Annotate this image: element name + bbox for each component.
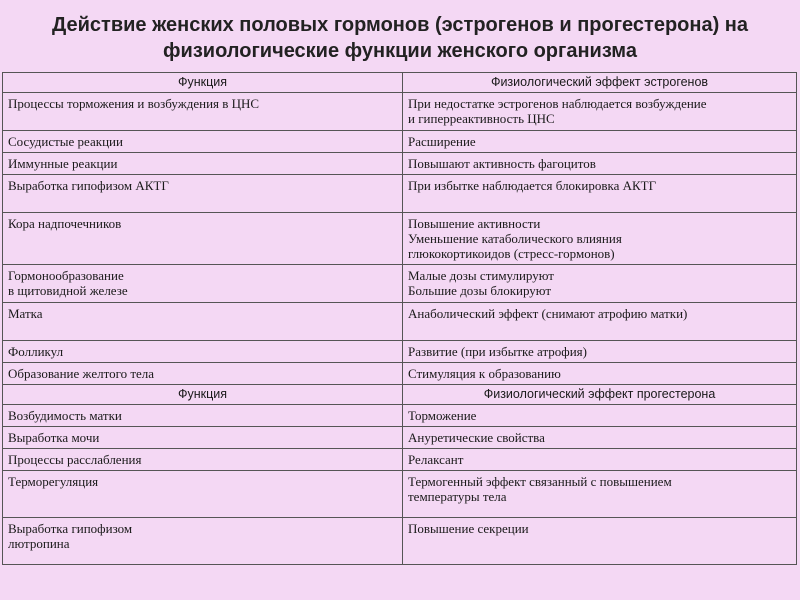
function-cell: Выработка гипофизом лютропина <box>3 518 403 565</box>
effect-cell: Стимуляция к образованию <box>403 363 797 385</box>
function-cell: Иммунные реакции <box>3 153 403 175</box>
function-cell: Терморегуляция <box>3 471 403 518</box>
effect-cell: Повышают активность фагоцитов <box>403 153 797 175</box>
effect-cell: Повышение активности Уменьшение катаболического влияния глюкокортикоидов (стресс-гормонов) <box>403 213 797 265</box>
table-row <box>3 93 797 131</box>
effect-cell: Термогенный эффект связанный с повышением температуры тела <box>403 471 797 518</box>
estrogen-function-header: Функция <box>3 73 403 93</box>
table-row <box>3 405 797 427</box>
table-row <box>3 341 797 363</box>
slide-title <box>0 12 800 64</box>
table-row <box>3 471 797 518</box>
progesterone-function-header: Функция <box>3 385 403 405</box>
function-cell: Фолликул <box>3 341 403 363</box>
table-row <box>3 363 797 385</box>
table-row <box>3 449 797 471</box>
effect-cell: Торможение <box>403 405 797 427</box>
progesterone-effect-header: Физиологический эффект прогестерона <box>403 385 797 405</box>
function-cell: Выработка гипофизом АКТГ <box>3 175 403 213</box>
effect-cell: При избытке наблюдается блокировка АКТГ <box>403 175 797 213</box>
function-cell: Процессы торможения и возбуждения в ЦНС <box>3 93 403 131</box>
effect-cell: Малые дозы стимулируют Большие дозы блокируют <box>403 265 797 303</box>
table-row <box>3 175 797 213</box>
effect-cell: Анаболический эффект (снимают атрофию матки) <box>403 303 797 341</box>
function-cell: Гормонообразование в щитовидной железе <box>3 265 403 303</box>
effect-cell: Повышение секреции <box>403 518 797 565</box>
table-row <box>3 213 797 265</box>
function-cell: Кора надпочечников <box>3 213 403 265</box>
effect-cell: Расширение <box>403 131 797 153</box>
function-cell: Возбудимость матки <box>3 405 403 427</box>
title-line-2: физиологические функции женского организма <box>163 40 637 62</box>
estrogen-header-row <box>3 73 797 93</box>
table-row <box>3 427 797 449</box>
estrogen-effect-header: Физиологический эффект эстрогенов <box>403 73 797 93</box>
function-cell: Матка <box>3 303 403 341</box>
table-row <box>3 518 797 565</box>
hormone-effects-table <box>2 72 797 565</box>
title-line-1: Действие женских половых гормонов (эстрогенов и прогестерона) на <box>51 14 748 36</box>
table-row <box>3 303 797 341</box>
table-row <box>3 131 797 153</box>
effect-cell: При недостатке эстрогенов наблюдается возбуждение и гиперреактивность ЦНС <box>403 93 797 131</box>
progesterone-header-row <box>3 385 797 405</box>
table-row <box>3 265 797 303</box>
function-cell: Выработка мочи <box>3 427 403 449</box>
effect-cell: Развитие (при избытке атрофия) <box>403 341 797 363</box>
effect-cell: Релаксант <box>403 449 797 471</box>
function-cell: Процессы расслабления <box>3 449 403 471</box>
table-row <box>3 153 797 175</box>
function-cell: Сосудистые реакции <box>3 131 403 153</box>
effect-cell: Ануретические свойства <box>403 427 797 449</box>
function-cell: Образование желтого тела <box>3 363 403 385</box>
